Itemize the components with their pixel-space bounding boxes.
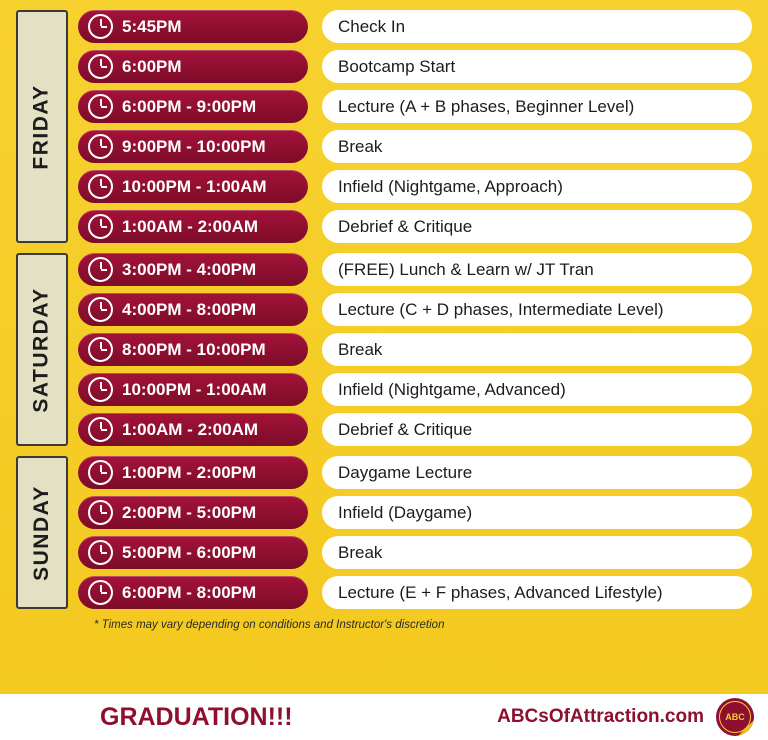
- time-pill: [78, 170, 308, 203]
- website-link[interactable]: ABCsOfAttraction.com: [497, 706, 704, 727]
- schedule-row: [78, 333, 752, 366]
- time-pill: [78, 373, 308, 406]
- day-label-friday-text: FRIDAY: [30, 83, 53, 170]
- event-text: Break: [322, 536, 752, 569]
- time-text: 4:00PM - 8:00PM: [122, 299, 257, 319]
- time-pill: [78, 210, 308, 243]
- time-pill: [78, 253, 308, 286]
- event-text: Daygame Lecture: [322, 456, 752, 489]
- time-pill: [78, 130, 308, 163]
- time-pill: [78, 456, 308, 489]
- schedule-row: [78, 293, 752, 326]
- day-label-saturday-text: SATURDAY: [30, 286, 53, 413]
- time-text: 5:45PM: [122, 16, 182, 36]
- graduation-text: GRADUATION!!!: [100, 702, 293, 731]
- event-text: Break: [322, 130, 752, 163]
- schedule-row: [78, 130, 752, 163]
- clock-icon: [88, 257, 113, 282]
- event-text: Lecture (E + F phases, Advanced Lifestyle): [322, 576, 752, 609]
- day-rows-friday: [78, 10, 752, 243]
- time-pill: [78, 413, 308, 446]
- time-text: 6:00PM: [122, 56, 182, 76]
- clock-icon: [88, 540, 113, 565]
- event-text: (FREE) Lunch & Learn w/ JT Tran: [322, 253, 752, 286]
- day-label-sunday-text: SUNDAY: [30, 484, 53, 581]
- event-text: Check In: [322, 10, 752, 43]
- schedule-row: [78, 373, 752, 406]
- time-text: 10:00PM - 1:00AM: [122, 379, 267, 399]
- time-text: 9:00PM - 10:00PM: [122, 136, 266, 156]
- schedule-row: [78, 253, 752, 286]
- schedule-row: [78, 496, 752, 529]
- event-text: Infield (Nightgame, Advanced): [322, 373, 752, 406]
- footnote: * Times may vary depending on conditions and Instructor's discretion: [94, 619, 445, 631]
- schedule-row: [78, 90, 752, 123]
- schedule-row: [78, 10, 752, 43]
- logo-text: ABC: [725, 712, 745, 722]
- day-label-friday: [16, 10, 68, 243]
- clock-icon: [88, 580, 113, 605]
- poster-footer: [0, 694, 768, 740]
- time-pill: [78, 576, 308, 609]
- clock-icon: [88, 500, 113, 525]
- time-pill: [78, 333, 308, 366]
- day-rows-saturday: [78, 253, 752, 446]
- clock-icon: [88, 94, 113, 119]
- day-label-sunday: [16, 456, 68, 609]
- time-text: 1:00PM - 2:00PM: [122, 462, 257, 482]
- clock-icon: [88, 174, 113, 199]
- time-text: 6:00PM - 9:00PM: [122, 96, 257, 116]
- time-pill: [78, 10, 308, 43]
- day-block-sunday: [16, 456, 752, 609]
- clock-icon: [88, 54, 113, 79]
- event-text: Lecture (C + D phases, Intermediate Level): [322, 293, 752, 326]
- event-text: Break: [322, 333, 752, 366]
- day-label-saturday: [16, 253, 68, 446]
- clock-icon: [88, 134, 113, 159]
- event-text: Lecture (A + B phases, Beginner Level): [322, 90, 752, 123]
- time-text: 3:00PM - 4:00PM: [122, 259, 257, 279]
- schedule-row: [78, 456, 752, 489]
- clock-icon: [88, 337, 113, 362]
- day-block-friday: [16, 10, 752, 243]
- time-pill: [78, 293, 308, 326]
- time-text: 2:00PM - 5:00PM: [122, 502, 257, 522]
- footer-brand: [497, 698, 754, 736]
- clock-icon: [88, 297, 113, 322]
- event-text: Infield (Daygame): [322, 496, 752, 529]
- clock-icon: [88, 214, 113, 239]
- abc-logo-icon: [716, 698, 754, 736]
- day-block-saturday: [16, 253, 752, 446]
- clock-icon: [88, 14, 113, 39]
- schedule-row: [78, 576, 752, 609]
- clock-icon: [88, 417, 113, 442]
- time-text: 6:00PM - 8:00PM: [122, 582, 257, 602]
- time-pill: [78, 496, 308, 529]
- event-text: Bootcamp Start: [322, 50, 752, 83]
- event-text: Debrief & Critique: [322, 413, 752, 446]
- schedule-row: [78, 536, 752, 569]
- schedule-row: [78, 170, 752, 203]
- clock-icon: [88, 377, 113, 402]
- time-pill: [78, 50, 308, 83]
- time-text: 8:00PM - 10:00PM: [122, 339, 266, 359]
- time-pill: [78, 90, 308, 123]
- schedule-row: [78, 210, 752, 243]
- time-text: 5:00PM - 6:00PM: [122, 542, 257, 562]
- time-text: 10:00PM - 1:00AM: [122, 176, 267, 196]
- day-rows-sunday: [78, 456, 752, 609]
- schedule-row: [78, 413, 752, 446]
- event-text: Infield (Nightgame, Approach): [322, 170, 752, 203]
- event-text: Debrief & Critique: [322, 210, 752, 243]
- clock-icon: [88, 460, 113, 485]
- time-pill: [78, 536, 308, 569]
- schedule-row: [78, 50, 752, 83]
- time-text: 1:00AM - 2:00AM: [122, 419, 259, 439]
- time-text: 1:00AM - 2:00AM: [122, 216, 259, 236]
